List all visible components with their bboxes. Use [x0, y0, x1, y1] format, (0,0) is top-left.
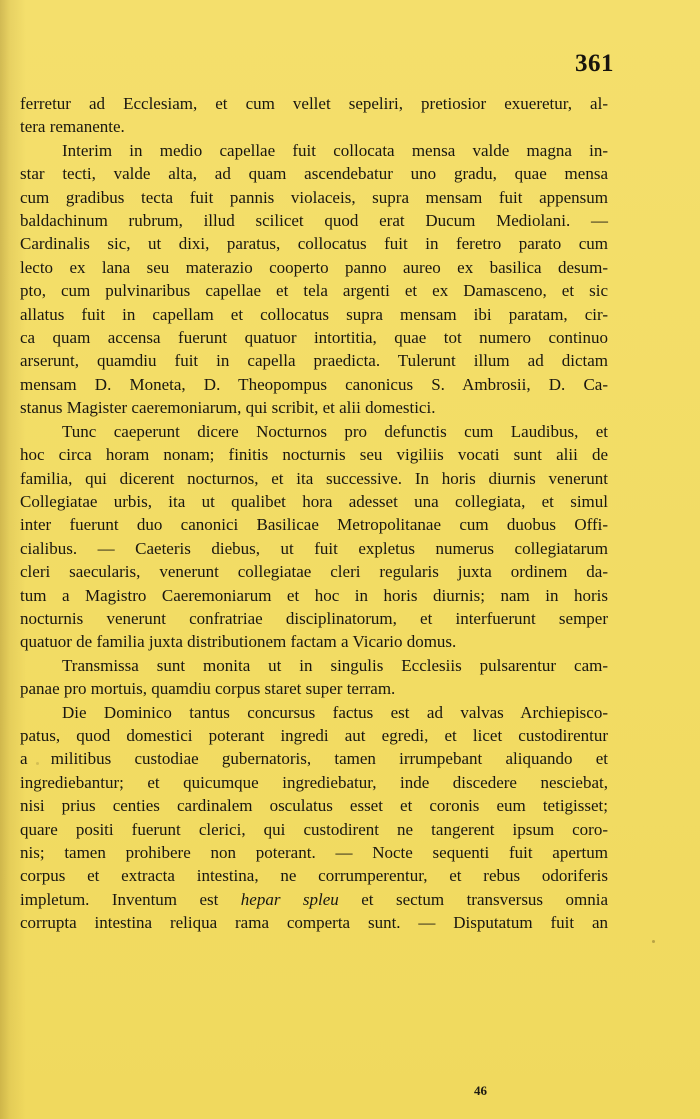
- text-line: panae pro mortuis, quamdiu corpus staret super terram.: [20, 679, 396, 699]
- text-line: stanus Magister caeremoniarum, qui scribit, et alii domestici.: [20, 398, 436, 418]
- text-line: Transmissa sunt monita ut in singulis Ecclesiis pulsarentur cam-: [62, 655, 608, 675]
- paragraph: [20, 92, 608, 139]
- text-line: Interim in medio capellae fuit collocata mensa valde magna in-: [62, 140, 608, 160]
- text-line: ca quam accensa fuerunt quatuor intortitia, quae tot numero continuo: [20, 328, 608, 348]
- text-line: allatus fuit in capellam et collocatus supra mensam ibi paratam, cir-: [20, 304, 608, 324]
- text-line: Collegiatae urbis, ita ut qualibet hora adesset una collegiata, et simul: [20, 491, 608, 511]
- text-line: cialibus. — Caeteris diebus, ut fuit expletus numerus collegiatarum: [20, 538, 608, 558]
- text-line: pto, cum pulvinaribus capellae et tela argenti et ex Damasceno, et sic: [20, 281, 608, 301]
- text-line: inter fuerunt duo canonici Basilicae Metropolitanae cum duobus Offi-: [20, 515, 608, 535]
- text-line: corpus et extracta intestina, ne corrumperentur, et rebus odoriferis: [20, 866, 608, 886]
- body-text: [20, 92, 608, 935]
- text-line: nis; tamen prohibere non poterant. — Nocte sequenti fuit apertum: [20, 843, 608, 862]
- text-line: ferretur ad Ecclesiam, et cum vellet sepeliri, pretiosior exueretur, al-: [20, 94, 608, 113]
- paragraph: [20, 420, 608, 654]
- text-line: cleri saecularis, venerunt collegiatae cleri regularis juxta ordinem da-: [20, 562, 608, 582]
- paragraph: [20, 139, 608, 420]
- text-line: patus, quod domestici poterant ingredi aut egredi, et licet custodirentur: [20, 725, 608, 745]
- text-line: star tecti, valde alta, ad quam ascendebatur uno gradu, quae mensa: [20, 164, 608, 184]
- text-line: impletum. Inventum est hepar spleu et sectum transversus omnia: [20, 889, 608, 909]
- text-line: nisi prius centies cardinalem osculatus esset et coronis eum tetigisset;: [20, 796, 608, 816]
- text-line: familia, qui dicerent nocturnos, et ita successive. In horis diurnis venerunt: [20, 468, 608, 488]
- text-line: lecto ex lana seu materazio cooperto panno aureo ex basilica desum-: [20, 257, 608, 277]
- text-line: arserunt, quamdiu fuit in capella praedicta. Tulerunt illum ad dictam: [20, 351, 608, 371]
- paper-speck: [36, 762, 39, 765]
- paragraph: [20, 701, 608, 935]
- italic-term: hepar spleu: [240, 889, 339, 909]
- text-line: a militibus custodiae gubernatoris, tamen irrumpebant aliquando et: [20, 749, 608, 769]
- paragraph: [20, 654, 608, 701]
- page-number: 361: [575, 50, 614, 77]
- text-line: Tunc caeperunt dicere Nocturnos pro defunctis cum Laudibus, et: [62, 421, 608, 441]
- text-line: corrupta intestina reliqua rama comperta sunt. — Disputatum fuit an: [20, 913, 608, 933]
- text-line: tera remanente.: [20, 117, 125, 137]
- text-line: ingrediebantur; et quicumque ingrediebatur, inde discedere nesciebat,: [20, 772, 608, 792]
- text-line: tum a Magistro Caeremoniarum et hoc in horis diurnis; nam in horis: [20, 585, 608, 605]
- text-line: Cardinalis sic, ut dixi, paratus, collocatus fuit in feretro parato cum: [20, 234, 608, 254]
- signature-mark: 46: [474, 1083, 487, 1098]
- text-line: Die Dominico tantus concursus factus est ad valvas Archiepisco-: [62, 702, 608, 722]
- text-line: quare positi fuerunt clerici, qui custodirent ne tangerent ipsum coro-: [20, 819, 608, 839]
- text-line: quatuor de familia juxta distributionem factam a Vicario domus.: [20, 632, 457, 652]
- text-line: mensam D. Moneta, D. Theopompus canonicus S. Ambrosii, D. Ca-: [20, 374, 608, 394]
- text-line: nocturnis venerunt confratriae disciplinatorum, et interfuerunt semper: [20, 608, 608, 628]
- text-line: baldachinum rubrum, illud scilicet quod erat Ducum Mediolani. —: [20, 211, 608, 231]
- paper-speck: [652, 940, 655, 943]
- text-line: cum gradibus tecta fuit pannis violaceis, supra mensam fuit appensum: [20, 187, 608, 207]
- text-line: hoc circa horam nonam; finitis nocturnis seu vigiliis vocati sunt alii de: [20, 445, 608, 465]
